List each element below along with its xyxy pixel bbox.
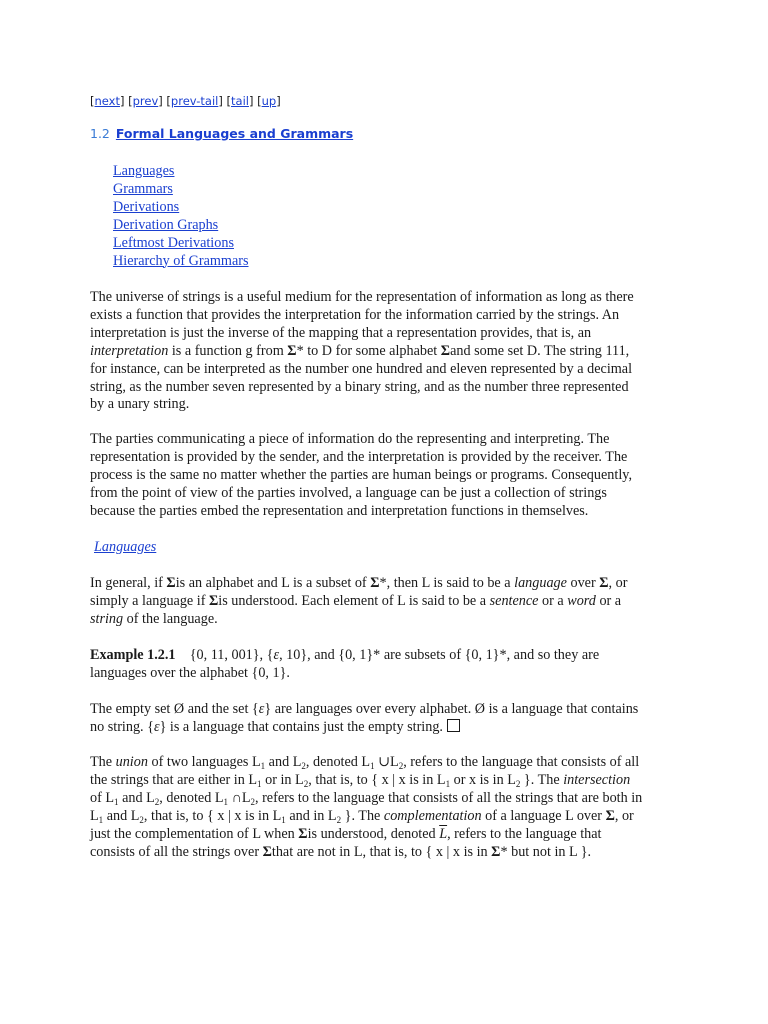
subscript: 2: [139, 814, 144, 825]
toc-item: [113, 199, 249, 217]
text-line: string, as the number seven represented by a binary string, and as the number three represented: [90, 378, 629, 395]
text-run: , 10}, and {0, 1}* are subsets of {0, 1}*, and so they are: [279, 647, 600, 663]
text-run: that are not in L, that is, to { x | x is in: [271, 843, 492, 860]
paragraph-set-operations: [90, 754, 680, 861]
paragraph-language-definition: [90, 575, 680, 629]
text-run: or a: [595, 592, 622, 609]
term-language: language: [514, 575, 567, 591]
text-run: } are languages over every alphabet. Ø is a language that contains: [264, 701, 639, 717]
text-run: The: [90, 754, 116, 770]
nav-tail-link[interactable]: tail: [231, 94, 249, 108]
section-heading: [90, 125, 353, 143]
subscript: 2: [250, 796, 255, 807]
languages-subheading: [94, 539, 156, 557]
toc-item: [113, 163, 249, 181]
text-run: , that is, to { x | x is in L: [143, 807, 282, 824]
subscript: 1: [260, 761, 266, 771]
term-string: string: [90, 610, 124, 627]
text-run: no string. {: [90, 718, 154, 735]
paragraph-parties: [90, 431, 680, 521]
text-line: [90, 790, 680, 808]
text-run: simply a language if: [90, 592, 209, 609]
text-run: and L: [265, 754, 302, 770]
nav-up-link[interactable]: up: [261, 94, 277, 108]
toc-link-derivations[interactable]: Derivations: [113, 198, 180, 215]
sigma-symbol: Σ: [287, 342, 297, 359]
text-line: The parties communicating a piece of information do the representing and interpreting. The: [90, 431, 610, 447]
l-complement-symbol: $\overline{L}$: [439, 825, 448, 842]
text-run: is an alphabet and L is a subset of: [175, 575, 371, 591]
text-run: }. The: [341, 807, 384, 824]
epsilon-symbol: ε: [258, 701, 265, 717]
text-line: [90, 611, 680, 629]
text-run: , refers to the language that: [447, 825, 602, 842]
text-run: * to D for some alphabet: [296, 342, 441, 359]
table-of-contents: [113, 163, 249, 270]
text-line: [90, 343, 680, 361]
text-run: } is a language that contains just the empty string.: [159, 718, 443, 735]
text-run: is a function g from: [168, 342, 288, 359]
text-line: representation is provided by the sender, and the interpretation is provided by the receiver. The: [90, 448, 628, 465]
text-line: [90, 754, 680, 772]
subscript: 1: [223, 796, 229, 807]
text-run: of the language.: [123, 610, 218, 627]
example-1-2-1: [90, 647, 680, 683]
toc-item: [113, 253, 249, 271]
text-line: process is the same no matter whether the parties are human beings or programs. Consequently,: [90, 466, 632, 483]
example-label: Example 1.2.1: [90, 647, 176, 663]
toc-item: [113, 181, 249, 199]
text-run: of a language L over: [481, 807, 606, 824]
text-run: , denoted L: [305, 754, 371, 770]
text-line: [90, 826, 680, 844]
text-run: of two languages L: [147, 754, 261, 770]
toc-link-grammars[interactable]: Grammars: [113, 180, 173, 197]
epsilon-symbol: ε: [273, 647, 280, 663]
sigma-symbol: Σ: [209, 592, 219, 609]
text-run: , that is, to { x | x is in L: [308, 771, 446, 788]
text-run: or x is in L: [450, 771, 516, 788]
text-line: [90, 647, 680, 665]
paragraph-interpretation: [90, 289, 680, 414]
text-run: , refers to the language that consists of all the strings that are both in: [254, 789, 643, 806]
text-run: consists of all the strings over: [90, 843, 263, 860]
text-line: exists a function that provides the interpretation for the information carried by the strings. An: [90, 306, 620, 323]
nav-next-link[interactable]: next: [94, 94, 120, 108]
text-line: [90, 808, 680, 826]
text-run: just the complementation of L when: [90, 825, 299, 842]
text-line: [90, 575, 680, 593]
toc-link-languages[interactable]: Languages: [113, 163, 175, 179]
subscript: 1: [98, 814, 104, 825]
text-run: or a: [538, 592, 568, 609]
text-run: and L: [118, 789, 155, 806]
sigma-symbol: Σ: [166, 575, 176, 591]
text-line: by a unary string.: [90, 396, 190, 413]
subscript: 2: [336, 814, 342, 825]
text-run: , refers to the language that consists of all: [403, 754, 640, 770]
languages-anchor-link[interactable]: Languages: [94, 539, 157, 555]
text-run: , or: [608, 575, 628, 591]
subscript: 1: [370, 761, 375, 771]
intersection-symbol: ∩: [228, 789, 242, 806]
text-line: [90, 772, 680, 790]
subscript: 1: [114, 796, 119, 807]
toc-item: [113, 235, 249, 253]
subscript: 2: [398, 761, 404, 771]
sigma-symbol: Σ: [440, 342, 451, 359]
term-word: word: [567, 592, 596, 609]
nav-prev-link[interactable]: prev: [132, 94, 159, 108]
text-run: , denoted L: [159, 789, 224, 806]
sigma-symbol: Σ: [262, 843, 272, 860]
text-run: In general, if: [90, 575, 167, 591]
sigma-symbol: Σ: [370, 575, 380, 591]
toc-item: [113, 217, 249, 235]
text-line: The universe of strings is a useful medium for the representation of information as long as there: [90, 289, 634, 305]
text-run: }. The: [520, 771, 564, 788]
text-run: L: [390, 754, 399, 770]
subscript: 2: [301, 761, 306, 771]
term-sentence: sentence: [489, 592, 539, 609]
text-run: *, then L is said to be a: [379, 575, 515, 591]
nav-bar: [next] [prev] [prev-tail] [tail] [up]: [90, 94, 281, 108]
text-line: [90, 593, 680, 611]
text-line: for instance, can be interpreted as the number one hundred and eleven represented by a decimal: [90, 360, 633, 377]
subscript: 2: [515, 778, 521, 789]
text-run: or in L: [261, 771, 304, 788]
epsilon-symbol: ε: [153, 718, 160, 735]
text-run: {0, 11, 001}, {: [189, 647, 274, 663]
section-title-link[interactable]: Formal Languages and Grammars: [115, 126, 354, 141]
term-intersection: intersection: [563, 771, 631, 788]
sigma-symbol: Σ: [491, 843, 501, 860]
text-run: The empty set Ø and the set {: [90, 701, 259, 717]
paragraph-empty-set: [90, 701, 680, 737]
text-line: interpretation is just the inverse of the mapping that a representation provides, that is, an: [90, 324, 592, 341]
text-run: over: [566, 575, 600, 591]
subscript: 1: [281, 814, 286, 825]
text-run: and in L: [285, 807, 337, 824]
subscript: 1: [445, 778, 451, 789]
toc-link-hierarchy-of-grammars[interactable]: Hierarchy of Grammars: [113, 252, 249, 269]
term-interpretation: interpretation: [90, 342, 169, 359]
text-run: , or: [614, 807, 634, 824]
nav-prev-tail-link[interactable]: prev-tail: [170, 94, 219, 108]
toc-link-derivation-graphs[interactable]: Derivation Graphs: [113, 216, 219, 233]
text-line: [90, 844, 680, 862]
subscript: 1: [257, 778, 262, 789]
term-union: union: [115, 754, 148, 770]
subscript: 2: [303, 778, 309, 789]
text-run: and some set D. The string 111,: [450, 342, 630, 359]
text-run: and L: [103, 807, 140, 824]
text-line: because the parties embed the representation and interpretation functions in themselves.: [90, 502, 589, 519]
term-complementation: complementation: [383, 807, 482, 824]
sigma-symbol: Σ: [298, 825, 308, 842]
text-run: the strings that are either in L: [90, 771, 258, 788]
union-symbol: ∪: [374, 754, 391, 770]
text-line: [90, 719, 680, 737]
text-run: of L: [90, 789, 115, 806]
text-run: is understood, denoted: [307, 825, 440, 842]
text-line: from the point of view of the parties involved, a language can be just a collection of strings: [90, 484, 607, 501]
text-line: languages over the alphabet {0, 1}.: [90, 664, 290, 681]
text-run: L: [90, 807, 99, 824]
text-run: is understood. Each element of L is said to be a: [218, 592, 490, 609]
subscript: 2: [154, 796, 160, 807]
section-number: 1.2: [90, 126, 110, 141]
toc-link-leftmost-derivations[interactable]: Leftmost Derivations: [113, 234, 234, 251]
qed-box-icon: [447, 719, 460, 732]
sigma-symbol: Σ: [605, 807, 615, 824]
text-run: * but not in L }.: [500, 843, 592, 860]
sigma-symbol: Σ: [599, 575, 609, 591]
text-run: L: [241, 789, 251, 806]
text-line: [90, 701, 680, 719]
